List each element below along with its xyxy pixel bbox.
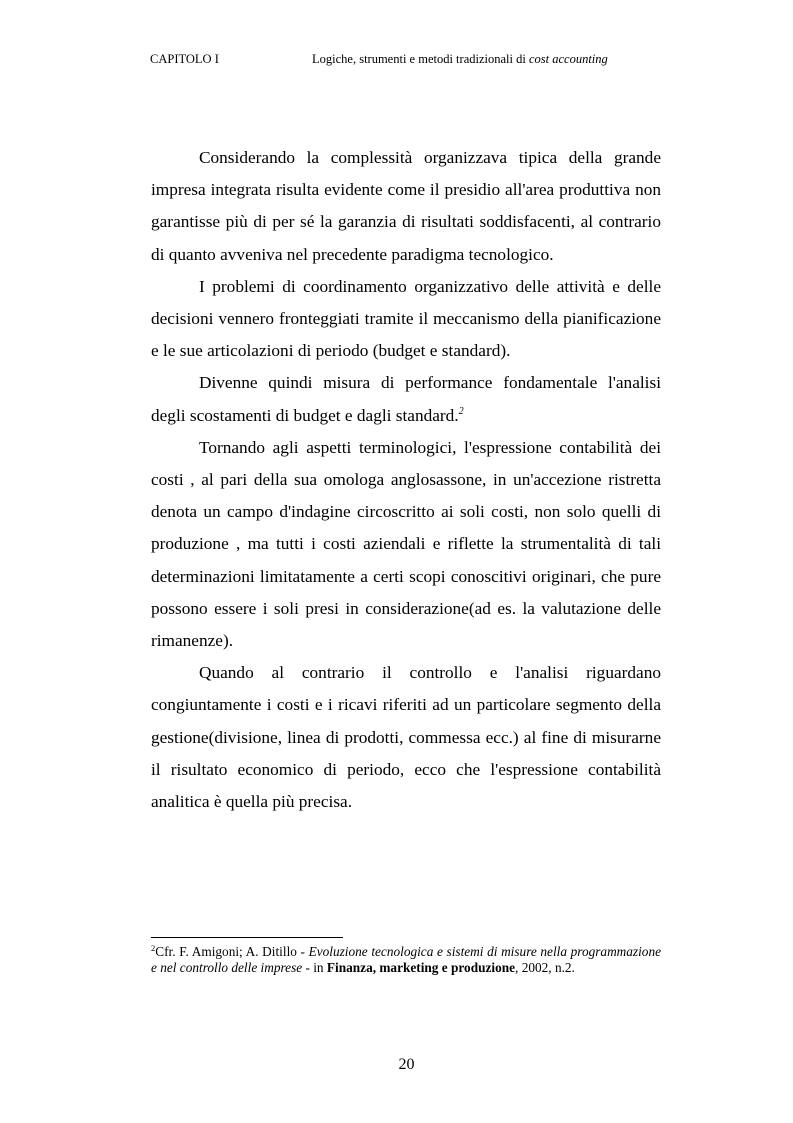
footnote-divider (151, 937, 343, 938)
footnote-connector: - in (302, 960, 327, 975)
paragraph-2: I problemi di coordinamento organizzativo delle attività e delle decisioni vennero fronteggiati tramite il meccanismo della pianificazione e le sue articolazioni di periodo (budget e standard). (151, 276, 661, 361)
footnote (151, 944, 661, 976)
footnote-details: , 2002, n.2. (515, 960, 575, 975)
footnote-number: 2 (151, 943, 156, 953)
paragraph-1: Considerando la complessità organizzava tipica della grande impresa integrata risulta evidente come il presidio all'area produttiva non garantisse più di per sé la garanzia di risultati soddisfacenti, al contrario di quanto avveniva nel precedente paradigma tecnologico. (151, 148, 661, 264)
footnote-article-title: Evoluzione tecnologica e sistemi di misure nella programmazione e nel controllo delle imprese (151, 944, 661, 975)
footnote-journal: Finanza, marketing e produzione (326, 960, 516, 975)
page-number: 20 (398, 1056, 415, 1073)
chapter-title-italic: cost accounting (528, 52, 608, 66)
paragraph-3 (151, 367, 661, 431)
main-text (151, 142, 661, 818)
chapter-title (312, 50, 608, 68)
chapter-title-text: Logiche, strumenti e metodi tradizionali di (312, 52, 529, 66)
chapter-label: CAPITOLO I (150, 52, 219, 66)
paragraph-3-text: Divenne quindi misura di performance fondamentale l'analisi degli scostamenti di budget e dagli standard. (151, 373, 661, 425)
footnote-reference: 2 (458, 405, 464, 417)
paragraph-4: Tornando agli aspetti terminologici, l'espressione contabilità dei costi , al pari della sua omologa anglosassone, in un'accezione ristretta denota un campo d'indagine circoscritto ai soli costi, non solo quelli di produzione , ma tutti i costi aziendali e riflette la strumentalità di tali determinazioni limitatamente a certi scopi conoscitivi originari, che pure possono essere i soli presi in considerazione(ad es. la valutazione delle rimanenze). (151, 437, 661, 651)
page-header (150, 50, 660, 68)
footnote-authors: Cfr. F. Amigoni; A. Ditillo - (155, 944, 309, 959)
paragraph-5: Quando al contrario il controllo e l'analisi riguardano congiuntamente i costi e i ricavi riferiti ad un particolare segmento della gestione(divisione, linea di prodotti, commessa ecc.) al fine di misurarne il risultato economico di periodo, ecco che l'espressione contabilità analitica è quella più precisa. (151, 663, 661, 812)
